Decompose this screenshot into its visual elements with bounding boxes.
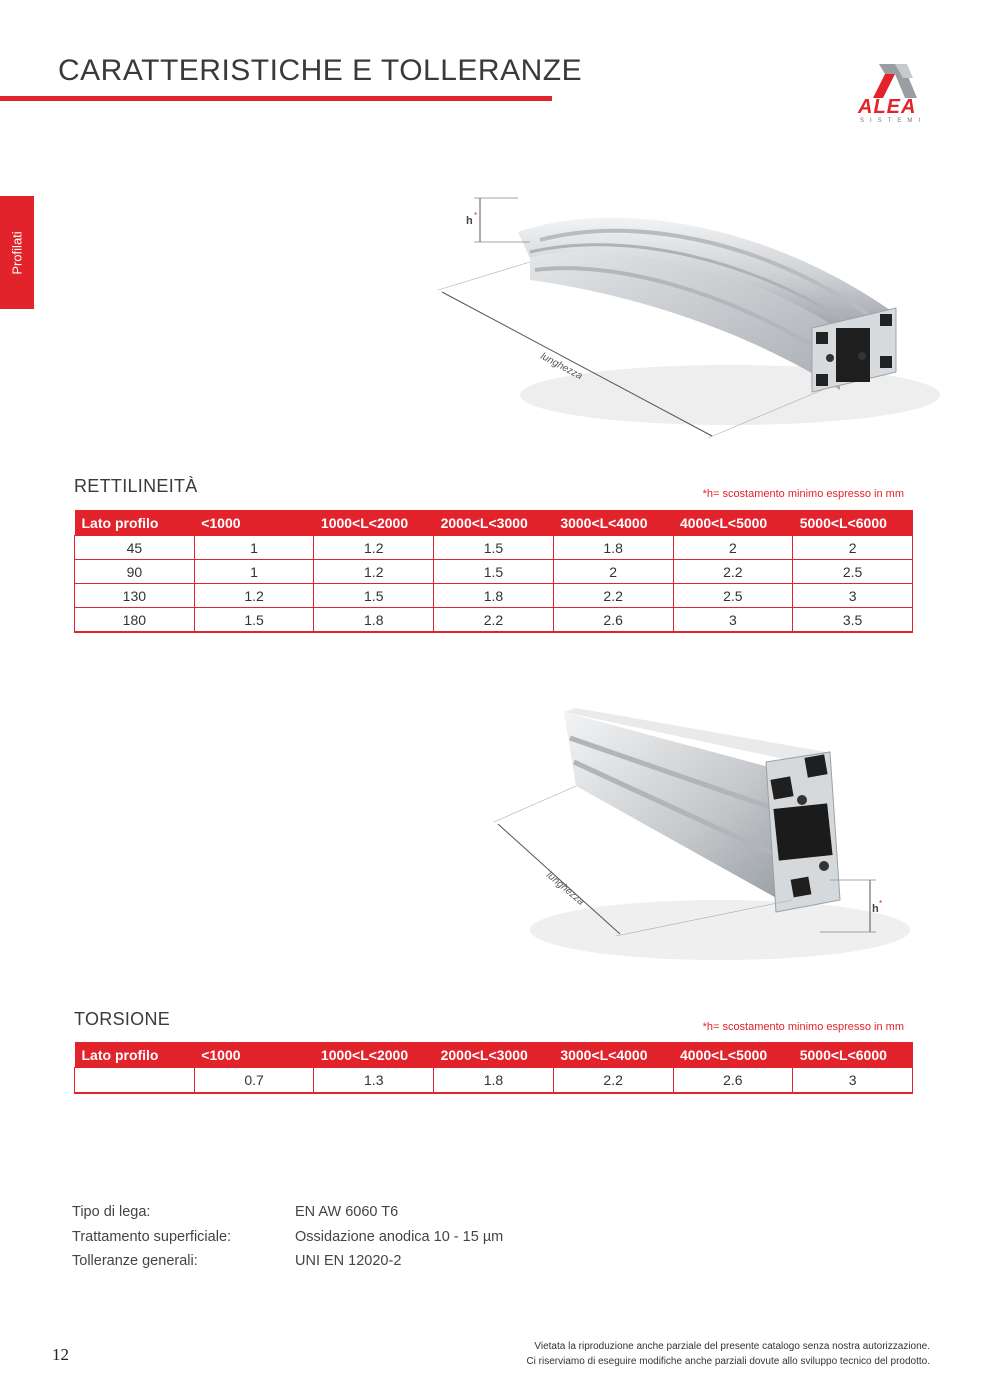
table-row	[75, 584, 913, 608]
table-row	[75, 560, 913, 584]
table-cell: 0.7	[194, 1068, 314, 1094]
logo-text: ALEA	[858, 96, 917, 118]
table-cell: 1	[194, 560, 314, 584]
dimension-h-label: h	[466, 215, 473, 227]
column-header: 3000<L<4000	[553, 1042, 673, 1068]
table-cell: 1.2	[314, 536, 434, 560]
footer-disclaimer	[526, 1339, 930, 1369]
table-cell: 2.2	[673, 560, 793, 584]
table-cell: 2.2	[553, 584, 673, 608]
table-cell: 2	[793, 536, 913, 560]
table-cell: 45	[75, 536, 195, 560]
spec-row	[72, 1225, 503, 1250]
column-header: 3000<L<4000	[553, 510, 673, 536]
spec-value: Ossidazione anodica 10 - 15 µm	[295, 1228, 504, 1245]
column-header: 5000<L<6000	[793, 510, 913, 536]
title-underline	[0, 96, 552, 101]
table-cell: 3.5	[793, 608, 913, 633]
profile-bend-image	[430, 180, 960, 450]
column-header: <1000	[194, 510, 314, 536]
table-cell: 1.5	[194, 608, 314, 633]
spec-value: UNI EN 12020-2	[295, 1253, 402, 1269]
column-header: 1000<L<2000	[314, 510, 434, 536]
svg-text:*: *	[474, 211, 478, 220]
column-header: 1000<L<2000	[314, 1042, 434, 1068]
footer-line: Ci riserviamo di eseguire modifiche anche parziali dovute allo sviluppo tecnico del prodotto.	[526, 1356, 930, 1367]
table-cell: 130	[75, 584, 195, 608]
table-row	[75, 1068, 913, 1094]
spec-row	[72, 1249, 503, 1274]
table-cell: 90	[75, 560, 195, 584]
table-cell: 1.8	[434, 1068, 554, 1094]
table-cell: 1.5	[434, 536, 554, 560]
column-header: 2000<L<3000	[434, 1042, 554, 1068]
column-header: 4000<L<5000	[673, 510, 793, 536]
spec-value: EN AW 6060 T6	[295, 1204, 399, 1220]
table-cell: 1.8	[553, 536, 673, 560]
table-cell: 2.5	[793, 560, 913, 584]
table-cell: 2	[673, 536, 793, 560]
table-cell: 3	[673, 608, 793, 633]
profile-twist-image	[480, 700, 910, 980]
spec-label: Tolleranze generali:	[72, 1253, 198, 1269]
column-header: Lato profilo	[75, 1042, 195, 1068]
column-header: 5000<L<6000	[793, 1042, 913, 1068]
column-header: <1000	[194, 1042, 314, 1068]
table-cell: 1.5	[314, 584, 434, 608]
logo-subtitle: SISTEMI	[860, 118, 927, 124]
table-cell: 1.3	[314, 1068, 434, 1094]
table-cell: 2.2	[434, 608, 554, 633]
rettilineita-table	[74, 510, 913, 633]
dimension-length-label: lunghezza	[538, 350, 585, 383]
table-row	[75, 608, 913, 633]
page-number: 12	[52, 1345, 69, 1364]
page-title: CARATTERISTICHE E TOLLERANZE	[58, 54, 583, 87]
dimension-h-label: h	[872, 903, 879, 915]
table-header-row	[75, 510, 913, 536]
table-cell: 1	[194, 536, 314, 560]
dimension-length-label: lunghezza	[544, 869, 587, 908]
torsione-note: *h= scostamento minimo espresso in mm	[702, 1021, 904, 1033]
rettilineita-title: RETTILINEITÀ	[74, 476, 198, 496]
table-cell: 2.2	[553, 1068, 673, 1094]
svg-text:*: *	[879, 899, 883, 908]
table-cell: 3	[793, 1068, 913, 1094]
table-cell: 1.2	[194, 584, 314, 608]
rettilineita-note: *h= scostamento minimo espresso in mm	[702, 488, 904, 500]
table-cell: 1.5	[434, 560, 554, 584]
column-header: 4000<L<5000	[673, 1042, 793, 1068]
column-header: Lato profilo	[75, 510, 195, 536]
table-cell	[75, 1068, 195, 1094]
torsione-title: TORSIONE	[74, 1009, 171, 1029]
table-cell: 2.5	[673, 584, 793, 608]
spec-label: Tipo di lega:	[72, 1204, 151, 1220]
column-header: 2000<L<3000	[434, 510, 554, 536]
table-cell: 1.2	[314, 560, 434, 584]
table-cell: 2.6	[553, 608, 673, 633]
table-cell: 1.8	[434, 584, 554, 608]
table-cell: 180	[75, 608, 195, 633]
table-cell: 3	[793, 584, 913, 608]
table-row	[75, 536, 913, 560]
table-cell: 2	[553, 560, 673, 584]
table-header-row	[75, 1042, 913, 1068]
material-specs	[72, 1200, 503, 1274]
footer-line: Vietata la riproduzione anche parziale del presente catalogo senza nostra autorizzazione.	[534, 1341, 930, 1352]
torsione-table	[74, 1042, 913, 1094]
table-cell: 1.8	[314, 608, 434, 633]
table-cell: 2.6	[673, 1068, 793, 1094]
side-tab-profilati[interactable]	[0, 196, 34, 309]
side-tab-label: Profilati	[9, 230, 25, 275]
spec-row	[72, 1200, 503, 1225]
spec-label: Trattamento superficiale:	[72, 1228, 232, 1245]
